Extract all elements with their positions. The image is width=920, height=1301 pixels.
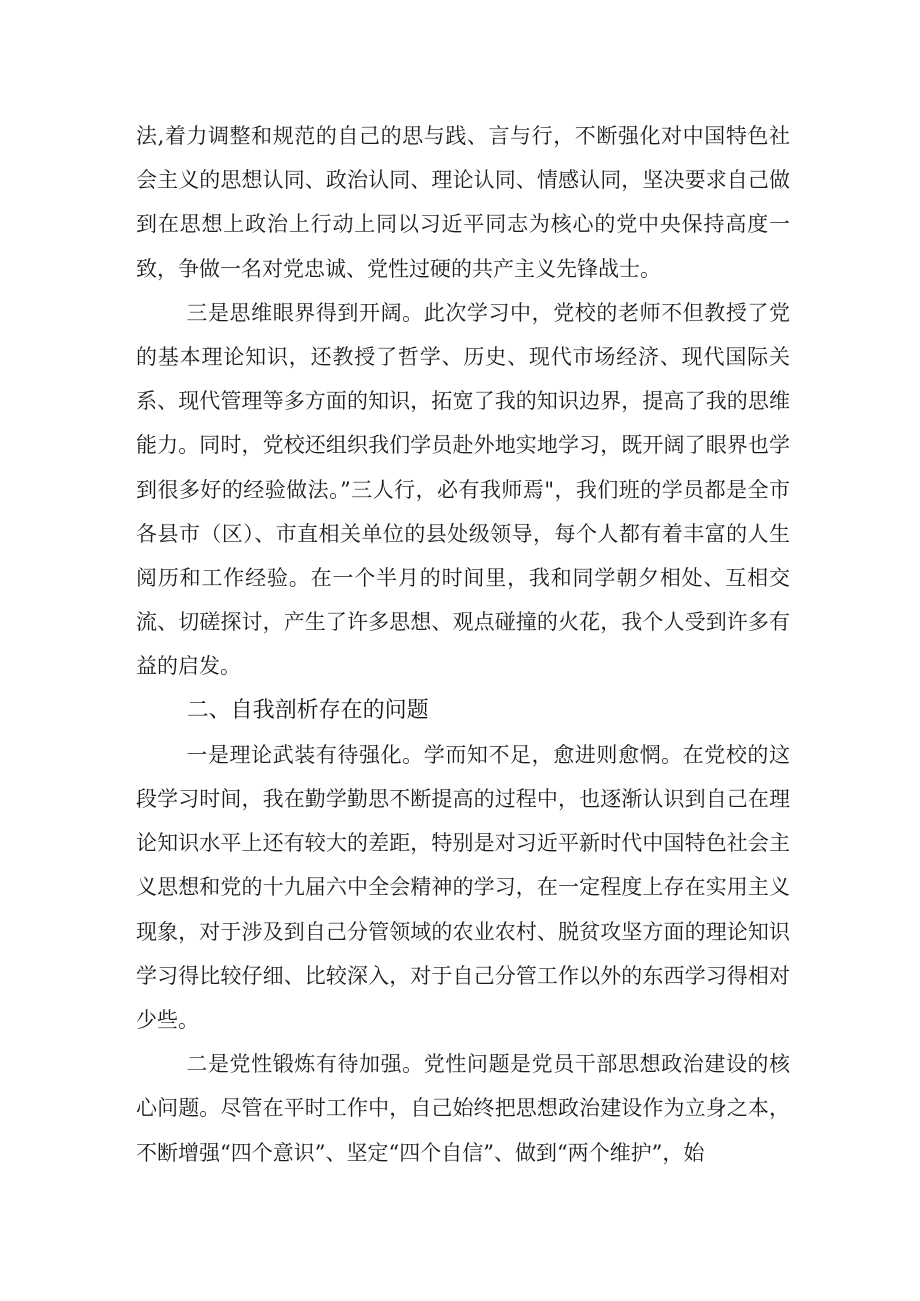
paragraph-party-spirit: 二是党性锻炼有待加强。党性问题是党员干部思想政治建设的核心问题。尽管在平时工作中，自己始终把思想政治建设作为立身之本，不断增强“四个意识”、坚定“四个自信”、做到“两个维护”，始	[136, 1052, 790, 1165]
paragraph-continuation: 法,着力调整和规范的自己的思与践、言与行，不断强化对中国特色社会主义的思想认同、政治认同、理论认同、情感认同，坚决要求自己做到在思想上政治上行动上同以习近平同志为核心的党中央保持高度一致，争做一名对党忠诚、党性过硬的共产主义先锋战士。	[136, 124, 790, 281]
document-body	[136, 114, 790, 1175]
paragraph-broadened-horizons: 三是思维眼界得到开阔。此次学习中，党校的老师不但教授了党的基本理论知识，还教授了哲学、历史、现代市场经济、现代国际关系、现代管理等多方面的知识，拓宽了我的知识边界，提高了我的思维能力。同时，党校还组织我们学员赴外地实地学习，既开阔了眼界也学到很多好的经验做法。”三人行，必有我师焉"，我们班的学员都是全市各县市（区）、市直相关单位的县处级领导，每个人都有着丰富的人生阅历和工作经验。在一个半月的时间里，我和同学朝夕相处、互相交流、切磋探讨，产生了许多思想、观点碰撞的火花，我个人受到许多有益的启发。	[136, 300, 790, 679]
paragraph-theory-study: 一是理论武装有待强化。学而知不足，愈进则愈惘。在党校的这段学习时间，我在勤学勤思不断提高的过程中，也逐渐认识到自己在理论知识水平上还有较大的差距，特别是对习近平新时代中国特色社会主义思想和党的十九届六中全会精神的学习，在一定程度上存在实用主义现象，对于涉及到自己分管领域的农业农村、脱贫攻坚方面的理论知识学习得比较仔细、比较深入，对于自己分管工作以外的东西学习得相对少些。	[136, 742, 790, 1033]
section-heading: 二、自我剖析存在的问题	[186, 697, 429, 723]
